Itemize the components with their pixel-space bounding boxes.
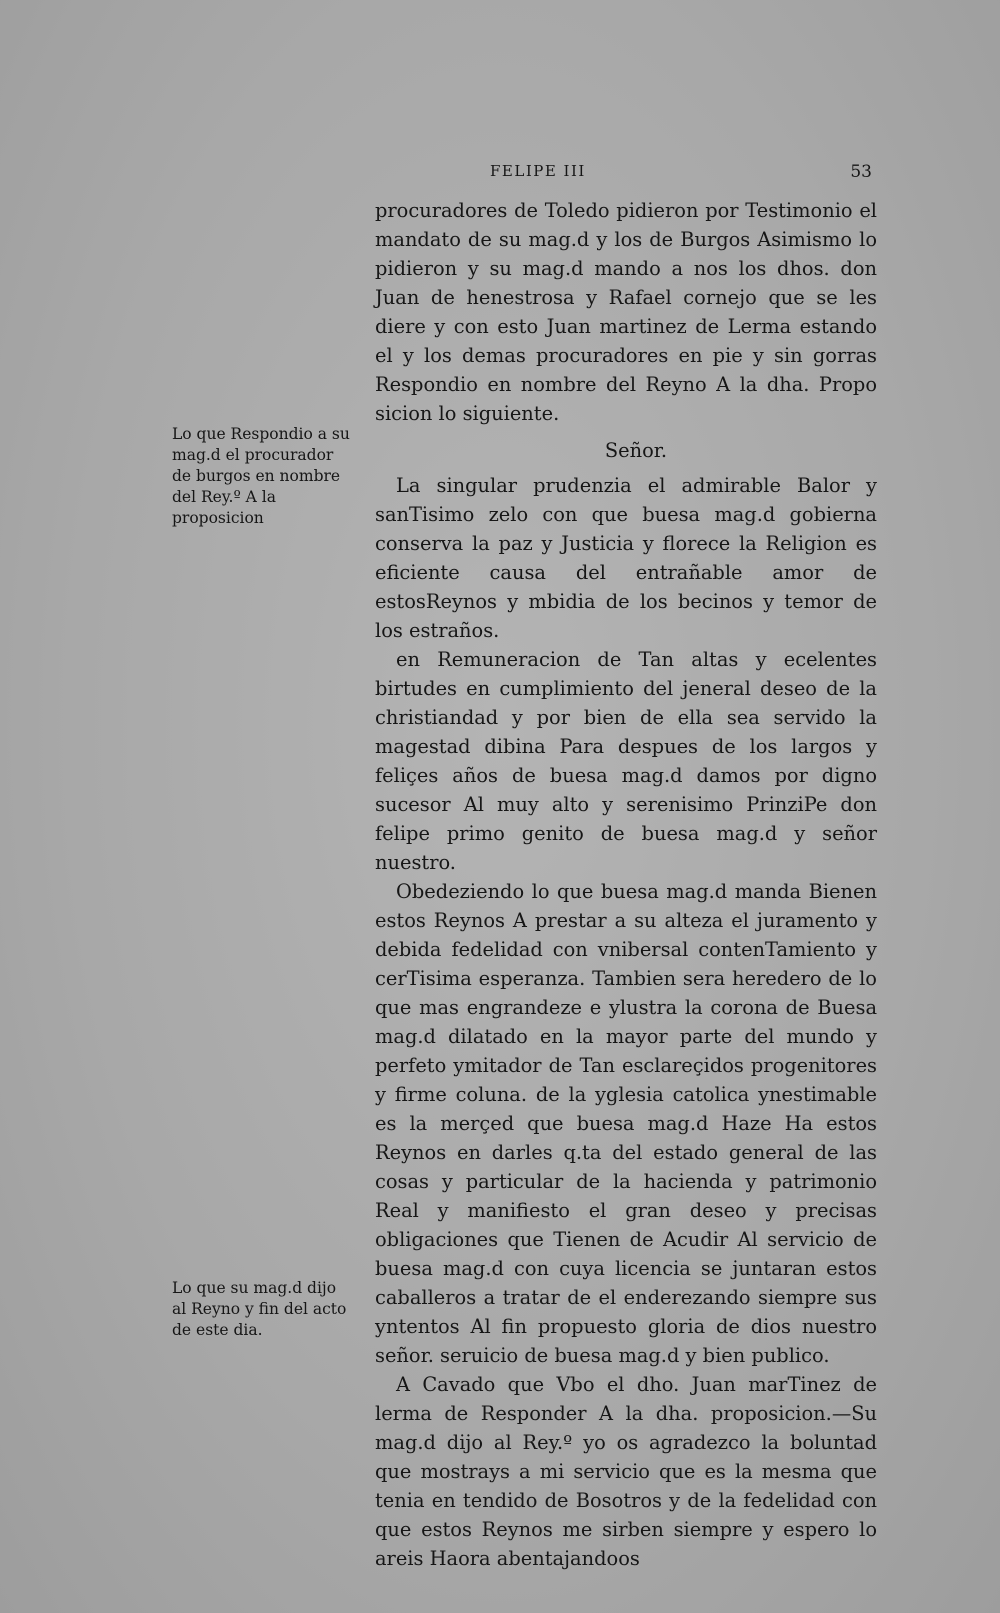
paragraph-prudence: La singular prudenzia el admirable Balor y sanTisimo zelo con que buesa mag.d gobierna conserva la paz y Justicia y florece la Religion es eficiente causa del entrañable amor de estosReynos y mbidia de los becinos y temor de los estraños. bbox=[375, 474, 877, 642]
salutation: Señor. bbox=[604, 439, 668, 462]
page-number: 53 bbox=[850, 162, 872, 182]
paragraph-king-response: A Cavado que Vbo el dho. Juan marTinez de lerma de Responder A la dha. proposicion.—Su mag.d dijo al Rey.º yo os agradezco la boluntad que mostrays a mi servicio que es la mesma que tenia en tendido de Bosotros y de la fedelidad con que estos Reynos me sirben siempre y espero lo areis Haora abentajandoos bbox=[375, 1373, 877, 1570]
margin-note-response: Lo que Respondio a su mag.d el procurador de burgos en nombre del Rey.º A la proposicion bbox=[172, 425, 350, 527]
margin-note-king-reply: Lo que su mag.d dijo al Reyno y fin del acto de este dia. bbox=[172, 1279, 347, 1339]
paragraph-successor: en Remuneracion de Tan altas y ecelentes birtudes en cumplimiento del jeneral deseo de la christiandad y por bien de ella sea servido la magestad dibina Para despues de los largos y feliçes años de buesa mag.d damos por digno sucesor Al muy alto y serenisimo PrinziPe don felipe primo genito de buesa mag.d y señor nuestro. bbox=[375, 648, 877, 874]
page-header bbox=[375, 162, 880, 186]
paragraph-opening: procuradores de Toledo pidieron por Testimonio el mandato de su mag.d y los de Burgos Asimismo lo pidieron y su mag.d mando a nos los dhos. don Juan de henestrosa y Rafael cornejo que se les diere y con esto Juan martinez de Lerma estando el y los demas procuradores en pie y sin gorras Respondio en nombre del Reyno A la dha. Propo sicion lo siguiente. bbox=[375, 199, 877, 425]
main-text bbox=[375, 196, 877, 1573]
running-title: FELIPE III bbox=[490, 162, 586, 180]
paragraph-oath: Obedeziendo lo que buesa mag.d manda Bienen estos Reynos A prestar a su alteza el juramento y debida fedelidad con vnibersal contenTamiento y cerTisima esperanza. Tambien sera heredero de lo que mas engrandeze e ylustra la corona de Buesa mag.d dilatado en la mayor parte del mundo y perfeto ymitador de Tan esclareçidos progenitores y firme coluna. de la yglesia catolica ynestimable es la merçed que buesa mag.d Haze Ha estos Reynos en darles q.ta del estado general de las cosas y particular de la hacienda y patrimonio Real y manifiesto el gran deseo y precisas obligaciones que Tienen de Acudir Al servicio de buesa mag.d con cuya licencia se juntaran estos caballeros a tratar de el enderezando siempre sus yntentos Al fin propuesto gloria de dios nuestro señor. seruicio de buesa mag.d y bien publico. bbox=[375, 880, 877, 1367]
